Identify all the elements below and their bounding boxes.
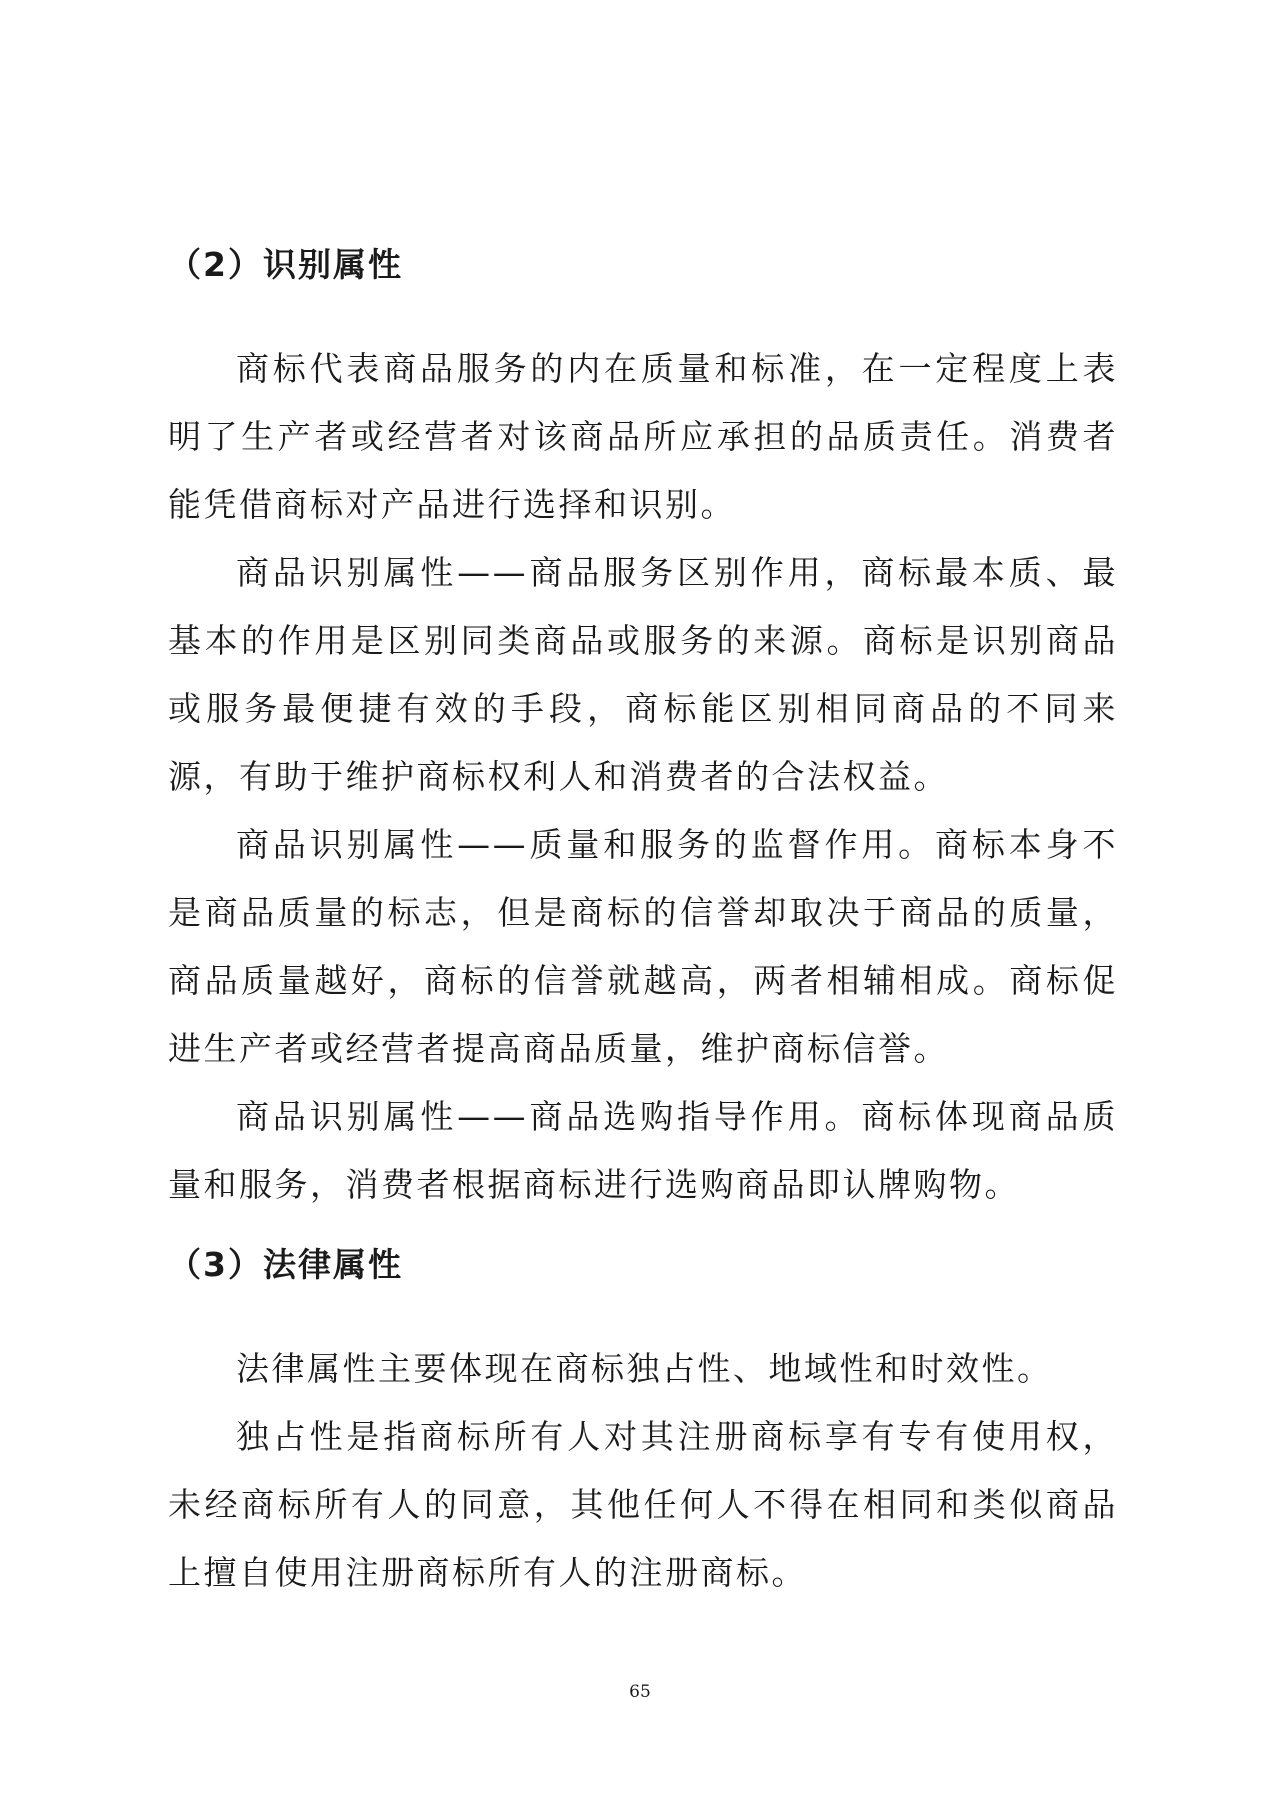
section-heading-legal: （3）法律属性: [168, 1245, 403, 1284]
page-number: 65: [629, 1682, 651, 1702]
paragraph: 商品识别属性——商品选购指导作用。商标体现商品质量和服务，消费者根据商标进行选购商品即认牌购物。: [168, 1097, 1118, 1204]
paragraph: 商品识别属性——质量和服务的监督作用。商标本身不是商品质量的标志，但是商标的信誉却取决于商品的质量，商品质量越好，商标的信誉就越高，两者相辅相成。商标促进生产者或经营者提高商品质量，维护商标信誉。: [168, 825, 1118, 1068]
paragraph: 商品识别属性——商品服务区别作用，商标最本质、最基本的作用是区别同类商品或服务的来源。商标是识别商品或服务最便捷有效的手段，商标能区别相同商品的不同来源，有助于维护商标权利人和消费者的合法权益。: [168, 553, 1118, 796]
section-body-identification: [168, 335, 1118, 1219]
section-body-legal: [168, 1335, 1118, 1607]
paragraph: 法律属性主要体现在商标独占性、地域性和时效性。: [236, 1349, 1053, 1388]
section-heading-identification: （2）识别属性: [168, 245, 403, 284]
paragraph: 商标代表商品服务的内在质量和标准，在一定程度上表明了生产者或经营者对该商品所应承担的品质责任。消费者能凭借商标对产品进行选择和识别。: [168, 349, 1118, 524]
paragraph: 独占性是指商标所有人对其注册商标享有专有使用权，未经商标所有人的同意，其他任何人不得在相同和类似商品上擅自使用注册商标所有人的注册商标。: [168, 1417, 1118, 1592]
